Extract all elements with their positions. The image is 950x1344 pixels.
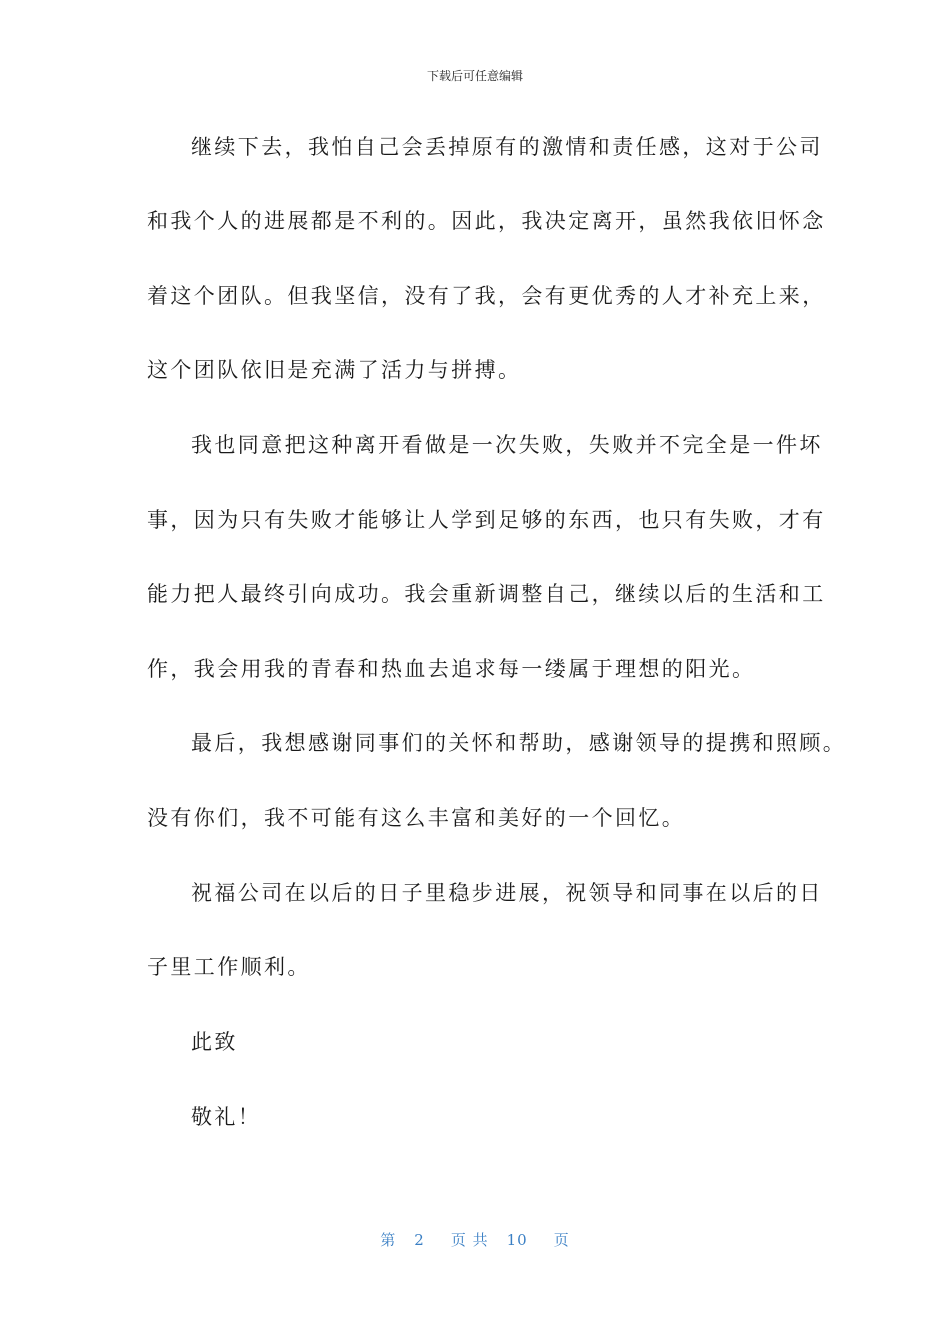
paragraph-line: 着这个团队。但我坚信，没有了我，会有更优秀的人才补充上来， (147, 284, 826, 308)
paragraph-line: 我也同意把这种离开看做是一次失败，失败并不完全是一件坏 (191, 433, 823, 457)
paragraph-line: 能力把人最终引向成功。我会重新调整自己，继续以后的生活和工 (147, 582, 826, 606)
paragraph-line: 继续下去，我怕自己会丢掉原有的激情和责任感，这对于公司 (191, 135, 823, 159)
page-suffix: 页 (553, 1231, 570, 1249)
paragraph-line: 和我个人的进展都是不利的。因此，我决定离开，虽然我依旧怀念 (147, 209, 826, 233)
paragraph-line: 作，我会用我的青春和热血去追求每一缕属于理想的阳光。 (147, 657, 756, 681)
paragraph-line: 祝福公司在以后的日子里稳步进展，祝领导和同事在以后的日 (191, 881, 823, 905)
paragraph-line: 子里工作顺利。 (147, 955, 311, 979)
page-prefix: 第 (380, 1231, 397, 1249)
closing-regards: 敬礼！ (191, 1105, 262, 1129)
total-pages-number: 10 (506, 1231, 528, 1249)
paragraph-line: 最后，我想感谢同事们的关怀和帮助，感谢领导的提携和照顾。 (191, 731, 847, 755)
page-mid: 页 共 (450, 1231, 489, 1249)
page-header-note: 下载后可任意编辑 (426, 69, 523, 83)
paragraph-line: 这个团队依旧是充满了活力与拼搏。 (147, 358, 522, 382)
page-number-footer (0, 1229, 950, 1250)
paragraph-line: 事，因为只有失败才能够让人学到足够的东西，也只有失败，才有 (147, 508, 826, 532)
paragraph-line: 没有你们，我不可能有这么丰富和美好的一个回忆。 (147, 806, 686, 830)
current-page-number: 2 (414, 1231, 425, 1249)
closing-salutation: 此致 (191, 1030, 238, 1054)
